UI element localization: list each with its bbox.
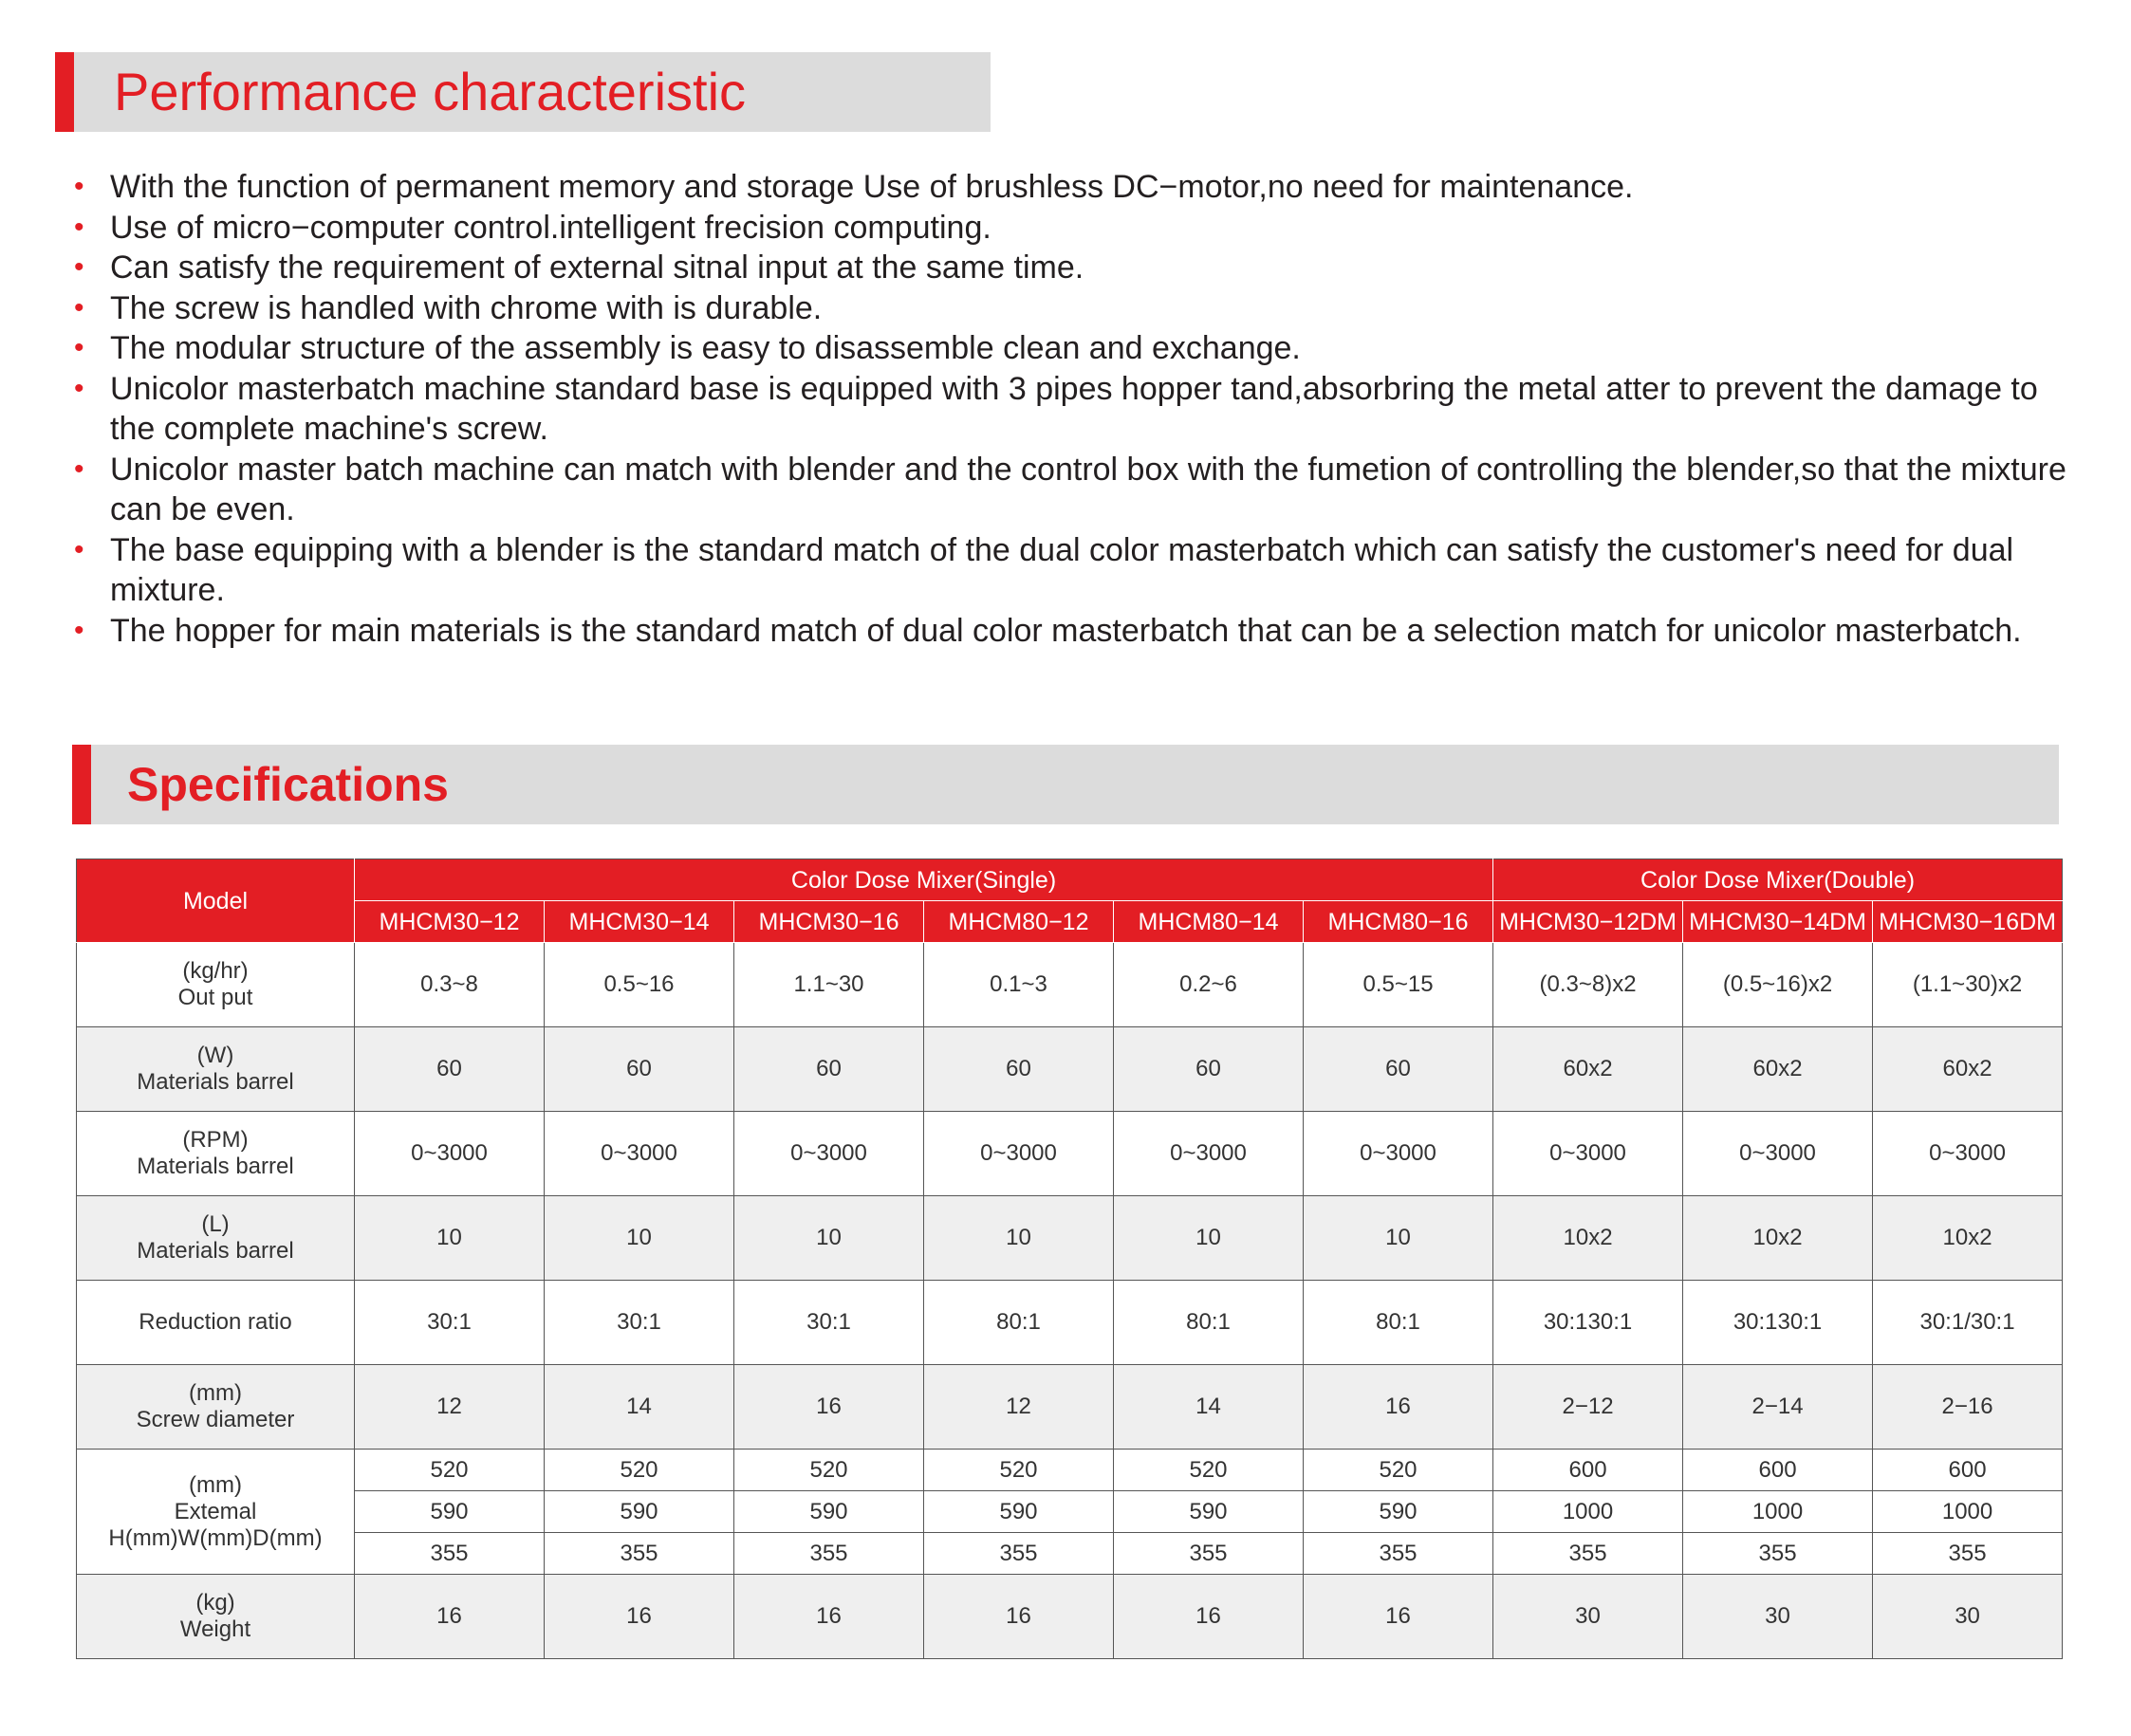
bullet-icon: • xyxy=(74,372,84,404)
table-cell: 10 xyxy=(545,1196,734,1281)
model-name: MHCM30−16 xyxy=(734,901,924,943)
table-cell: 0.5~16 xyxy=(545,943,734,1027)
row-label xyxy=(77,943,355,1027)
table-cell: 520 xyxy=(1304,1450,1493,1491)
model-name: MHCM80−16 xyxy=(1304,901,1493,943)
table-cell: 60 xyxy=(545,1027,734,1112)
table-cell: 355 xyxy=(1304,1533,1493,1575)
table-cell: 10x2 xyxy=(1873,1196,2063,1281)
table-cell: 0.2~6 xyxy=(1114,943,1304,1027)
row-unit: (RPM) xyxy=(182,1127,249,1153)
table-cell: 30 xyxy=(1873,1575,2063,1659)
model-header: Model xyxy=(77,859,355,943)
table-cell: 60 xyxy=(355,1027,545,1112)
model-name: MHCM30−14 xyxy=(545,901,734,943)
bullet-icon: • xyxy=(74,171,84,202)
performance-title: Performance characteristic xyxy=(114,62,747,121)
table-row xyxy=(77,1196,2063,1281)
table-cell: 355 xyxy=(1114,1533,1304,1575)
table-row xyxy=(77,943,2063,1027)
model-name: MHCM80−12 xyxy=(924,901,1114,943)
table-cell: 0.5~15 xyxy=(1304,943,1493,1027)
table-cell: 1000 xyxy=(1873,1491,2063,1533)
row-unit: (mm) xyxy=(189,1471,242,1498)
table-cell: 2−14 xyxy=(1683,1365,1873,1450)
table-cell: 10 xyxy=(734,1196,924,1281)
table-cell: 355 xyxy=(1493,1533,1683,1575)
table-cell: 520 xyxy=(924,1450,1114,1491)
table-cell: 14 xyxy=(545,1365,734,1450)
table-cell: 1000 xyxy=(1683,1491,1873,1533)
bullet-icon: • xyxy=(74,211,84,243)
table-cell: 590 xyxy=(545,1491,734,1533)
list-item: • Can satisfy the requirement of external sitnal input at the same time. xyxy=(74,248,2076,288)
table-row xyxy=(77,1365,2063,1450)
row-name: Reduction ratio xyxy=(139,1309,292,1335)
bullet-icon: • xyxy=(74,332,84,363)
table-cell: (0.3~8)x2 xyxy=(1493,943,1683,1027)
list-item: • Unicolor masterbatch machine standard base is equipped with 3 pipes hopper tand,absorbring the metal atter to prevent the damage to the complete machine's screw. xyxy=(74,370,2038,447)
row-name: Out put xyxy=(177,985,253,1010)
table-cell: 355 xyxy=(355,1533,545,1575)
table-cell: 590 xyxy=(355,1491,545,1533)
table-cell: 0~3000 xyxy=(924,1112,1114,1196)
table-cell: 14 xyxy=(1114,1365,1304,1450)
model-name: MHCM30−12 xyxy=(355,901,545,943)
table-cell: 520 xyxy=(734,1450,924,1491)
table-cell: 590 xyxy=(1304,1491,1493,1533)
row-unit: (mm) xyxy=(189,1380,242,1406)
table-cell: 10 xyxy=(1304,1196,1493,1281)
list-item: • With the function of permanent memory and storage Use of brushless DC−motor,no need for maintenance. xyxy=(74,167,2076,208)
row-name: Screw diameter xyxy=(136,1407,295,1432)
table-cell: 60 xyxy=(924,1027,1114,1112)
table-cell: 80:1 xyxy=(1114,1281,1304,1365)
accent-bar xyxy=(55,52,74,132)
bullet-icon: • xyxy=(74,533,84,565)
specifications-table xyxy=(76,859,2063,1659)
table-cell: 10 xyxy=(924,1196,1114,1281)
performance-list xyxy=(74,167,2076,651)
table-cell: 16 xyxy=(924,1575,1114,1659)
row-label xyxy=(77,1575,355,1659)
table-cell: (0.5~16)x2 xyxy=(1683,943,1873,1027)
table-cell: 520 xyxy=(545,1450,734,1491)
table-cell: 10 xyxy=(1114,1196,1304,1281)
table-cell: 520 xyxy=(1114,1450,1304,1491)
table-cell: 355 xyxy=(1683,1533,1873,1575)
table-cell: 60 xyxy=(1304,1027,1493,1112)
table-cell: 60x2 xyxy=(1873,1027,2063,1112)
row-label xyxy=(77,1450,355,1575)
bullet-icon: • xyxy=(74,452,84,485)
table-cell: 600 xyxy=(1493,1450,1683,1491)
accent-bar xyxy=(72,745,91,824)
table-row xyxy=(77,1450,2063,1491)
table-cell: 600 xyxy=(1873,1450,2063,1491)
row-unit: (L) xyxy=(201,1211,230,1237)
table-cell: 0~3000 xyxy=(545,1112,734,1196)
table-cell: 30:130:1 xyxy=(1683,1281,1873,1365)
row-label xyxy=(77,1196,355,1281)
specifications-header xyxy=(72,745,2059,824)
table-cell: 355 xyxy=(545,1533,734,1575)
list-item: • Use of micro−computer control.intelligent frecision computing. xyxy=(74,208,2076,249)
table-cell: 60x2 xyxy=(1683,1027,1873,1112)
table-cell: 0~3000 xyxy=(1493,1112,1683,1196)
row-name: Materials barrel xyxy=(137,1154,294,1179)
list-item: • The hopper for main materials is the standard match of dual color masterbatch that can be a selection match for unicolor masterbatch. xyxy=(74,611,2076,652)
row-name: Materials barrel xyxy=(137,1069,294,1095)
table-row xyxy=(77,1575,2063,1659)
table-cell: 590 xyxy=(924,1491,1114,1533)
table-row xyxy=(77,1533,2063,1575)
table-cell: 16 xyxy=(355,1575,545,1659)
model-row xyxy=(77,901,2063,943)
table-row xyxy=(77,1112,2063,1196)
table-row xyxy=(77,1027,2063,1112)
performance-header xyxy=(55,52,991,132)
table-cell: 520 xyxy=(355,1450,545,1491)
table-cell: 0.3~8 xyxy=(355,943,545,1027)
table-cell: 60 xyxy=(1114,1027,1304,1112)
table-cell: (1.1~30)x2 xyxy=(1873,943,2063,1027)
row-unit: (kg) xyxy=(195,1590,235,1616)
table-cell: 12 xyxy=(924,1365,1114,1450)
list-item: • The base equipping with a blender is the standard match of the dual color masterbatch which can satisfy the customer's need for dual mixture. xyxy=(74,531,2014,608)
table-cell: 0~3000 xyxy=(355,1112,545,1196)
list-item: • The modular structure of the assembly is easy to disassemble clean and exchange. xyxy=(74,328,2076,369)
group-single-header: Color Dose Mixer(Single) xyxy=(355,859,1493,901)
table-cell: 30:1 xyxy=(734,1281,924,1365)
table-cell: 16 xyxy=(1304,1365,1493,1450)
list-item: • Unicolor master batch machine can match with blender and the control box with the fumetion of controlling the blender,so that the mixture can be even. xyxy=(74,451,2066,527)
table-cell: 16 xyxy=(734,1365,924,1450)
table-cell: 355 xyxy=(1873,1533,2063,1575)
specifications-title: Specifications xyxy=(127,758,449,811)
row-unit: (W) xyxy=(196,1043,234,1068)
table-cell: 12 xyxy=(355,1365,545,1450)
table-cell: 80:1 xyxy=(1304,1281,1493,1365)
model-name: MHCM30−16DM xyxy=(1873,901,2063,943)
table-cell: 590 xyxy=(1114,1491,1304,1533)
table-cell: 16 xyxy=(1114,1575,1304,1659)
table-cell: 30 xyxy=(1493,1575,1683,1659)
table-cell: 0~3000 xyxy=(1683,1112,1873,1196)
table-cell: 30:1/30:1 xyxy=(1873,1281,2063,1365)
table-cell: 2−12 xyxy=(1493,1365,1683,1450)
table-cell: 16 xyxy=(1304,1575,1493,1659)
table-row xyxy=(77,1491,2063,1533)
table-cell: 2−16 xyxy=(1873,1365,2063,1450)
list-item: • The screw is handled with chrome with is durable. xyxy=(74,288,2076,329)
table-cell: 10 xyxy=(355,1196,545,1281)
table-cell: 1.1~30 xyxy=(734,943,924,1027)
table-cell: 0~3000 xyxy=(1873,1112,2063,1196)
row-name: Extemal xyxy=(174,1498,257,1524)
table-cell: 0.1~3 xyxy=(924,943,1114,1027)
table-cell: 60x2 xyxy=(1493,1027,1683,1112)
bullet-icon: • xyxy=(74,614,84,646)
table-cell: 590 xyxy=(734,1491,924,1533)
bullet-icon: • xyxy=(74,251,84,283)
row-name: Materials barrel xyxy=(137,1238,294,1264)
table-cell: 60 xyxy=(734,1027,924,1112)
table-cell: 10x2 xyxy=(1493,1196,1683,1281)
table-cell: 355 xyxy=(924,1533,1114,1575)
table-cell: 30:1 xyxy=(355,1281,545,1365)
table-cell: 0~3000 xyxy=(734,1112,924,1196)
model-name: MHCM80−14 xyxy=(1114,901,1304,943)
table-cell: 0~3000 xyxy=(1114,1112,1304,1196)
row-label xyxy=(77,1112,355,1196)
table-cell: 355 xyxy=(734,1533,924,1575)
model-name: MHCM30−12DM xyxy=(1493,901,1683,943)
table-cell: 16 xyxy=(545,1575,734,1659)
table-row xyxy=(77,1281,2063,1365)
table-cell: 10x2 xyxy=(1683,1196,1873,1281)
row-label xyxy=(77,1281,355,1365)
row-unit: (kg/hr) xyxy=(182,958,249,984)
table-cell: 30:1 xyxy=(545,1281,734,1365)
model-name: MHCM30−14DM xyxy=(1683,901,1873,943)
group-double-header: Color Dose Mixer(Double) xyxy=(1493,859,2063,901)
row-label xyxy=(77,1365,355,1450)
row-name: Weight xyxy=(179,1616,251,1642)
table-cell: 1000 xyxy=(1493,1491,1683,1533)
bullet-icon: • xyxy=(74,291,84,323)
table-cell: 80:1 xyxy=(924,1281,1114,1365)
table-cell: 600 xyxy=(1683,1450,1873,1491)
table-cell: 30 xyxy=(1683,1575,1873,1659)
table-cell: 0~3000 xyxy=(1304,1112,1493,1196)
table-cell: 16 xyxy=(734,1575,924,1659)
row-sublabel: H(mm)W(mm)D(mm) xyxy=(108,1524,323,1551)
table-cell: 30:130:1 xyxy=(1493,1281,1683,1365)
row-label xyxy=(77,1027,355,1112)
